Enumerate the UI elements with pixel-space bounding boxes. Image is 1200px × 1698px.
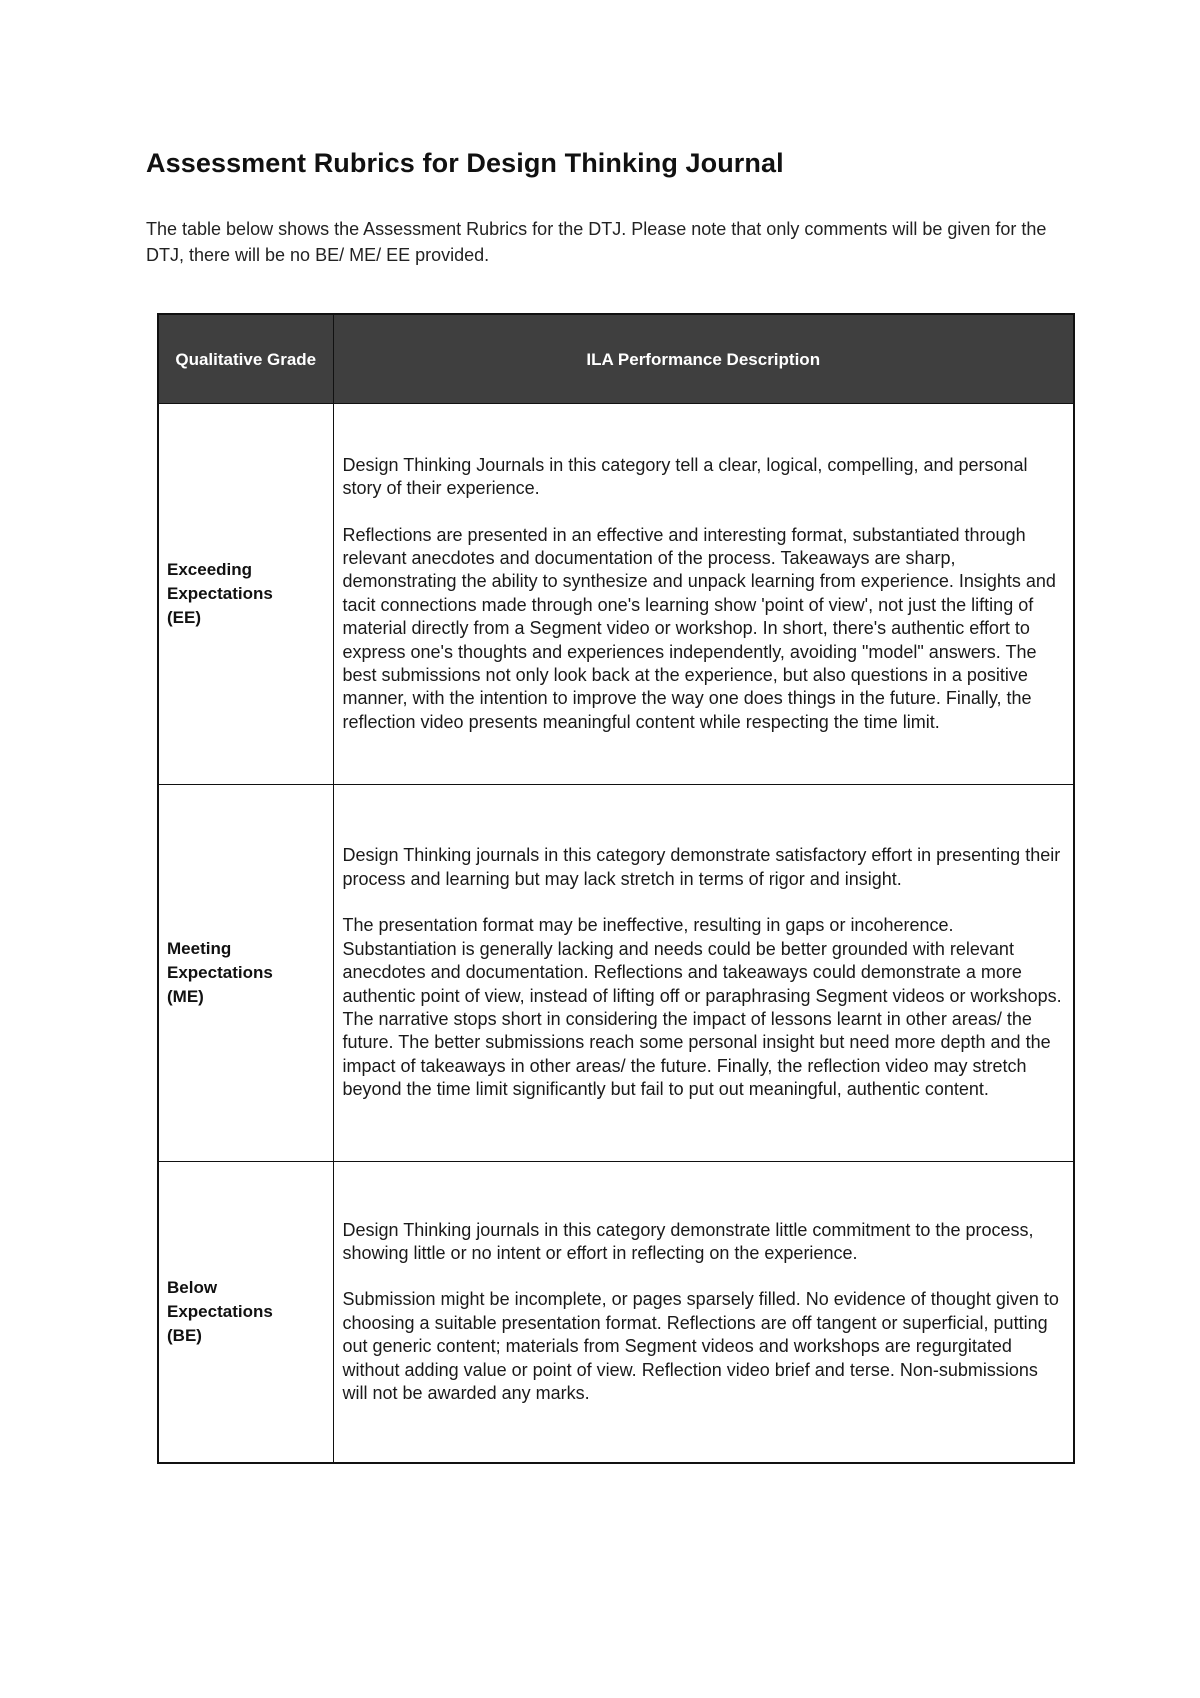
description-paragraph: Design Thinking journals in this category demonstrate satisfactory effort in presenting their process and learning but may lack stretch in terms of rigor and insight. (342, 845, 1061, 889)
description-cell (333, 785, 1074, 1162)
header-qualitative-grade: Qualitative Grade (158, 314, 333, 404)
grade-label-line: Meeting (167, 939, 232, 958)
grade-label-line: Exceeding (167, 560, 253, 579)
grade-label-line: Expectations (167, 1302, 273, 1321)
table-header-row (158, 314, 1074, 404)
intro-paragraph: The table below shows the Assessment Rubrics for the DTJ. Please note that only comments will be given for the DTJ, there will be no BE/ ME/ EE provided. (146, 219, 1047, 265)
page-title: Assessment Rubrics for Design Thinking Journal (146, 148, 784, 178)
description-paragraph: Submission might be incomplete, or pages sparsely filled. No evidence of thought given to choosing a suitable presentation format. Reflections are off tangent or superficial, putting out generic content; materials from Segment videos and workshops are regurgitated without adding value or point of view. Reflection video brief and terse. Non-submissions will not be awarded any marks. (342, 1289, 1059, 1404)
table-row-below-expectations (158, 1162, 1074, 1464)
grade-label-line: (BE) (167, 1326, 202, 1345)
table-row-exceeding-expectations (158, 404, 1074, 785)
grade-cell (158, 1162, 333, 1464)
grade-label-line: Below (167, 1278, 218, 1297)
grade-label-line: Expectations (167, 584, 273, 603)
grade-label-line: (ME) (167, 987, 204, 1006)
description-paragraph: Design Thinking Journals in this category tell a clear, logical, compelling, and personal story of their experience. (342, 454, 1028, 499)
description-cell (333, 404, 1074, 785)
description-paragraph: The presentation format may be ineffective, resulting in gaps or incoherence. Substantiation is generally lacking and needs could be better grounded with relevant anecdotes and documentation. Reflections and takeaways could demonstrate a more authentic point of view, instead of lifting off or paraphrasing Segment videos or workshops. The narrative stops short in considering the impact of lessons learnt in other areas/ the future. The better submissions reach some personal insight but need more depth and the impact of takeaways in other areas/ the future. Finally, the reflection video may stretch beyond the time limit significantly but fail to put out meaningful, authentic content. (342, 915, 1062, 1100)
header-performance-description: ILA Performance Description (333, 314, 1074, 404)
description-cell (333, 1162, 1074, 1464)
grade-label-line: Expectations (167, 963, 273, 982)
grade-cell (158, 404, 333, 785)
rubric-table (157, 313, 1075, 1464)
grade-cell (158, 785, 333, 1162)
description-paragraph: Design Thinking journals in this category demonstrate little commitment to the process, showing little or no intent or effort in reflecting on the experience. (342, 1219, 1034, 1263)
description-paragraph: Reflections are presented in an effective and interesting format, substantiated through relevant anecdotes and documentation of the process. Takeaways are sharp, demonstrating the ability to synthesize and unpack learning from experience. Insights and tacit connections made through one's learning show 'point of view', not just the lifting of material directly from a Segment video or workshop. In short, there's authentic effort to express one's thoughts and experiences independently, avoiding "model" answers. The best submissions not only look back at the experience, but also questions in a positive manner, with the intention to improve the way one does things in the future. Finally, the reflection video presents meaningful content while respecting the time limit. (342, 524, 1056, 732)
grade-label-line: (EE) (167, 608, 201, 627)
table-row-meeting-expectations (158, 785, 1074, 1162)
